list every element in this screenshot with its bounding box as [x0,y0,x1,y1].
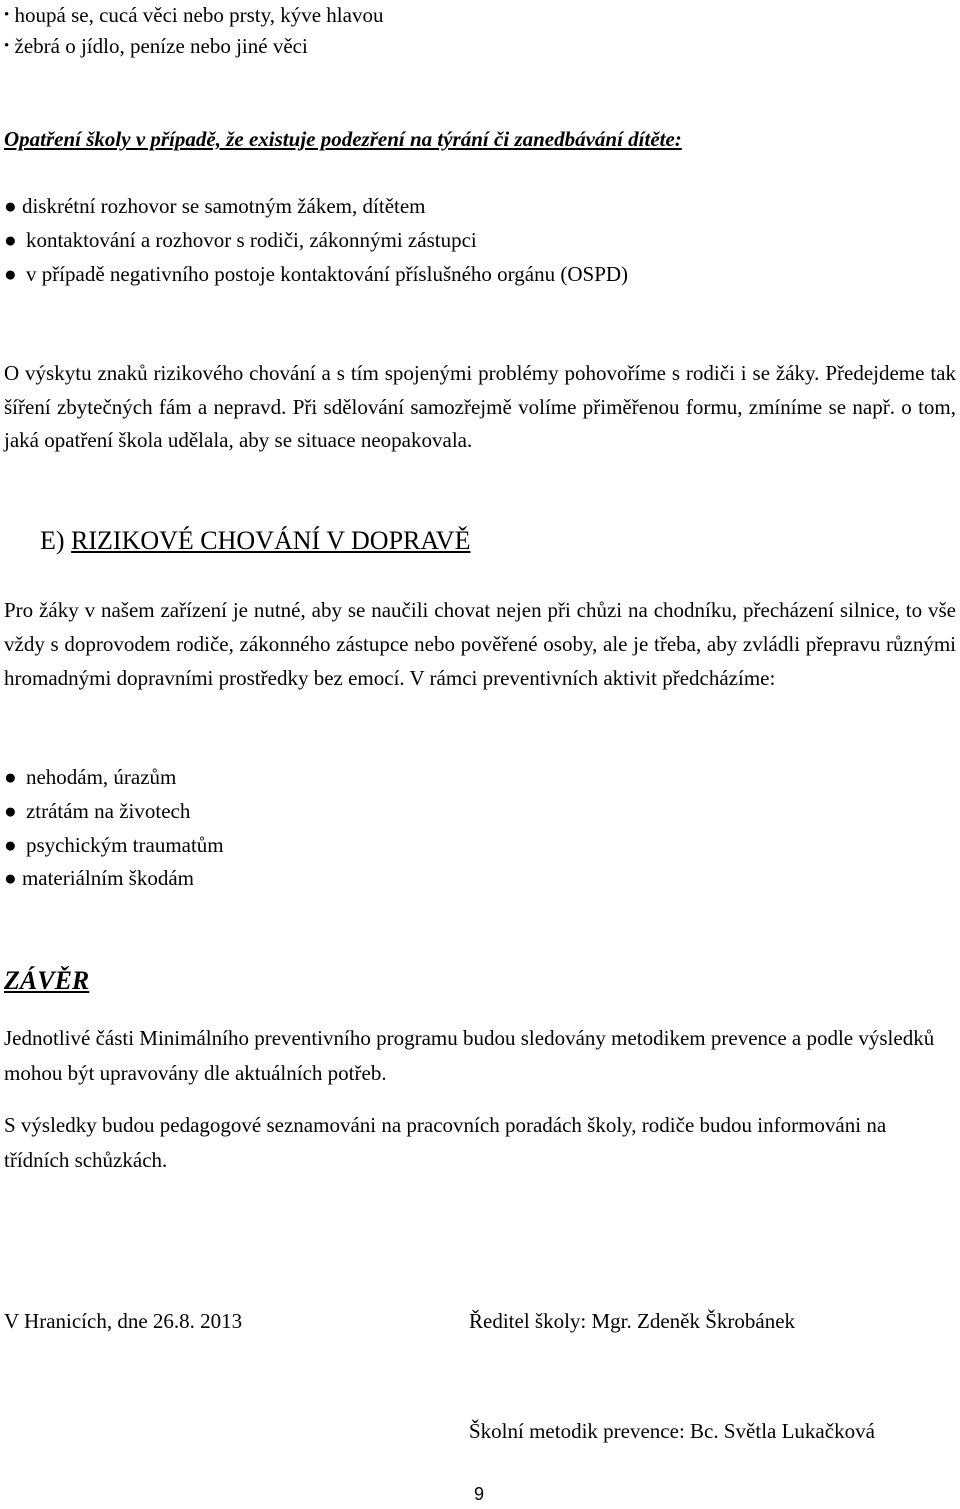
bullet-icon: ● [4,228,17,252]
section-e-heading [40,524,470,558]
traffic-paragraph: Pro žáky v našem zařízení je nutné, aby se naučili chovat nejen při chůzi na chodníku, přecházení silnice, to vše vždy s doprovodem rodiče, zákonného zástupce nebo pověřené osoby, ale je třeba, aby zvládli přepravu různými hromadnými dopravními prostředky bez emocí. V rámci preventivních aktivit předcházíme: [4,598,956,690]
measures-list-item [4,191,426,221]
list-item-text: kontaktování a rozhovor s rodiči, zákonnými zástupci [25,228,477,252]
top-list-item [4,0,383,30]
list-item-text: v případě negativního postoje kontaktování příslušného orgánu (OSPD) [25,262,629,286]
page-number: 9 [474,1484,485,1504]
prevent-list-item [4,762,176,792]
measures-list-item [4,259,628,289]
list-item-text: žebrá o jídlo, peníze nebo jiné věci [14,34,308,58]
section-e-title: RIZIKOVÉ CHOVÁNÍ V DOPRAVĚ [71,526,471,555]
section-e-prefix: E) [40,526,72,555]
measures-heading: Opatření školy v případě, že existuje podezření na týrání či zanedbávání dítěte: [4,127,682,151]
zaver-paragraph-2: S výsledky budou pedagogové seznamováni na pracovních poradách školy, rodiče budou informováni na třídních schůzkách. [4,1113,887,1172]
prevent-list-item [4,796,190,826]
bullet-icon: ● [4,799,17,823]
risk-paragraph: O výskytu znaků rizikového chování a s tím spojenými problémy pohovoříme s rodiči i se žáky. Předejdeme tak šíření zbytečných fám a nepravd. Při sdělování samozřejmě volíme přiměřenou formu, zmíníme se např. o tom, jaká opatření škola udělala, aby se situace neopakovala. [4,361,956,452]
list-item-text: materiálním škodám [21,866,194,890]
list-item-text: ztrátám na životech [25,799,191,823]
bullet-icon: ● [4,262,17,286]
bullet-icon: • [4,38,10,54]
zaver-paragraph-1: Jednotlivé části Minimálního preventivního programu budou sledovány metodikem prevence a podle výsledků mohou být upravovány dle aktuálních potřeb. [4,1026,935,1085]
place-date: V Hranicích, dne 26.8. 2013 [4,1309,243,1333]
list-item-text: diskrétní rozhovor se samotným žákem, dítětem [21,194,426,218]
director-signature: Ředitel školy: Mgr. Zdeněk Škrobánek [469,1309,796,1333]
bullet-icon: ● [4,866,17,890]
bullet-icon: ● [4,194,17,218]
prevent-list-item [4,863,194,893]
list-item-text: nehodám, úrazům [25,765,177,789]
measures-list-item [4,225,477,255]
methodist-signature: Školní metodik prevence: Bc. Světla Lukačková [469,1419,875,1443]
list-item-text: houpá se, cucá věci nebo prsty, kýve hlavou [14,3,384,27]
bullet-icon: ● [4,765,17,789]
bullet-icon: ● [4,833,17,857]
prevent-list-item [4,830,224,860]
zaver-heading: ZÁVĚR [4,966,90,995]
bullet-icon: • [4,7,10,23]
top-list-item [4,31,308,61]
list-item-text: psychickým traumatům [25,833,224,857]
